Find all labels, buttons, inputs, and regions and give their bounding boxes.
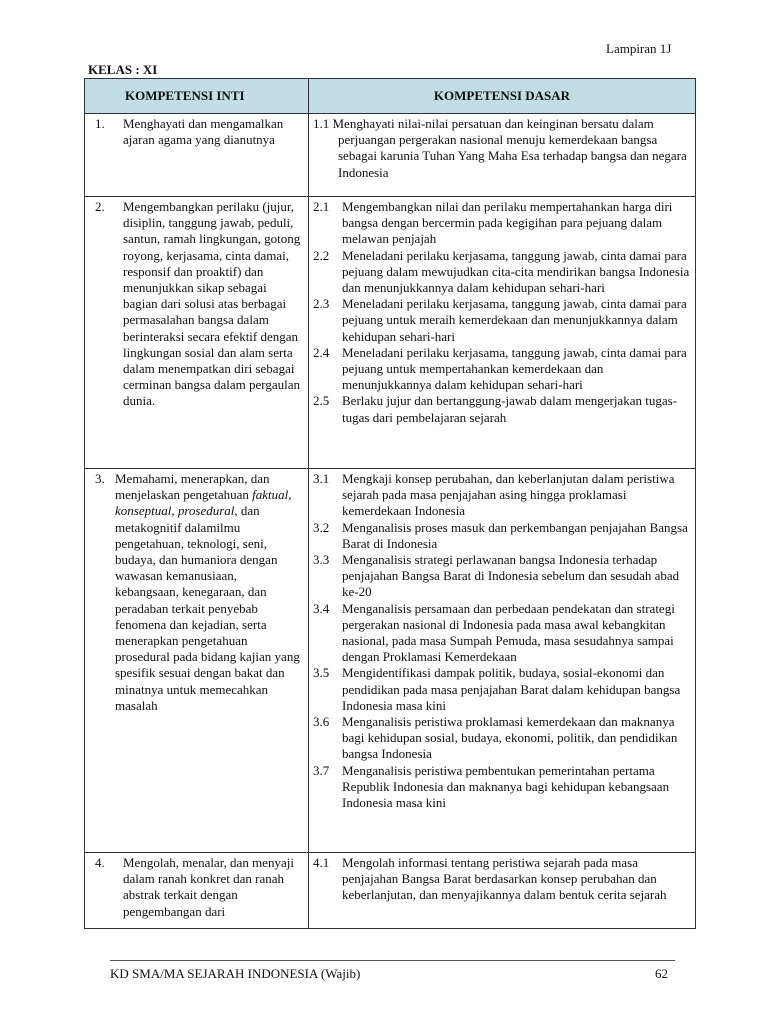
competency-table	[84, 78, 696, 929]
table-row	[85, 853, 696, 929]
kd-number: 3.1	[313, 471, 330, 486]
footer-title: KD SMA/MA SEJARAH INDONESIA (Wajib)	[110, 966, 361, 981]
ki-cell	[85, 197, 309, 469]
ki-text-part: Memahami, menerapkan, dan menjelaskan pengetahuan	[115, 471, 270, 503]
kd-number: 3.6	[313, 714, 330, 730]
kd-number: 3.5	[313, 665, 330, 681]
kd-item	[313, 199, 691, 248]
kd-text: Meneladani perilaku kerjasama, tanggung jawab, cinta damai para pejuang dalam mewujudkan cita-cita mendirikan bangsa Indonesia dan menunjukkannya dalam kehidupan sehari-hari	[342, 247, 690, 296]
ki-text: Mengembangkan perilaku (jujur, disiplin, tanggung jawab, peduli, santun, ramah lingkungan, gotong royong, kerjasama, cinta damai, responsif dan proaktif) dan menunjukkan sikap sebagai bagian dari solusi atas berbagai permasalahan bangsa dalam berinteraksi secara efektif dengan lingkungan sosial dan alam serta dalam menempatkan diri sebagai cerminan bangsa dalam pergaulan dunia.	[123, 199, 301, 409]
table-row	[85, 197, 696, 469]
kd-text: Meneladani perilaku kerjasama, tanggung jawab, cinta damai para pejuang untuk mempertahankan kemerdekaan dan menunjukkannya dalam kehidupan sehari-hari	[342, 344, 687, 393]
kd-number: 3.4	[313, 600, 330, 616]
kd-item	[313, 393, 691, 425]
kd-number: 2.5	[313, 393, 330, 409]
kd-text: Menganalisis persamaan dan perbedaan pendekatan dan strategi pergerakan nasional di Indonesia pada masa awal kebangkitan nasional, pada masa Sumpah Pemuda, masa sesudahnya sampai dengan Proklamasi Kemerdekaan	[342, 600, 675, 665]
table-row	[85, 469, 696, 853]
ki-number: 4.	[95, 855, 105, 870]
kd-item	[313, 601, 691, 666]
kd-text: Meneladani perilaku kerjasama, tanggung jawab, cinta damai para pejuang untuk meraih kemerdekaan dan menunjukkannya dalam kehidupan sehari-hari	[342, 296, 687, 344]
header-kompetensi-inti: KOMPETENSI INTI	[85, 79, 309, 114]
kd-text: Berlaku jujur dan bertanggung-jawab dalam mengerjakan tugas-tugas dari pembelajaran sejarah	[342, 393, 677, 425]
kd-text: Mengembangkan nilai dan perilaku mempertahankan harga diri bangsa dengan bercermin pada kegigihan para pejuang dalam melawan penjajah	[342, 199, 673, 247]
ki-text	[109, 471, 304, 714]
kd-item	[313, 552, 691, 601]
kd-number: 2.2	[313, 247, 330, 263]
appendix-label: Lampiran 1J	[606, 41, 672, 56]
kd-number: 3.3	[313, 552, 330, 568]
kd-number: 3.7	[313, 762, 330, 778]
kd-item	[313, 471, 691, 520]
kd-cell	[309, 853, 696, 929]
kd-number: 2.1	[313, 199, 330, 214]
kd-text: Mengkaji konsep perubahan, dan keberlanjutan dalam peristiwa sejarah pada masa penjajahan asing hingga proklamasi kemerdekaan Indonesia	[342, 471, 675, 519]
kd-number: 4.1	[313, 855, 330, 870]
kd-number: 3.2	[313, 519, 330, 535]
kd-item	[313, 665, 691, 714]
kd-item	[313, 345, 691, 394]
kd-item	[313, 296, 691, 345]
kd-text: Menganalisis peristiwa proklamasi kemerdekaan dan maknanya bagi kehidupan sosial, budaya, ekonomi, politik, dan pendidikan bangsa Indonesia	[342, 714, 678, 762]
ki-number: 1.	[95, 116, 105, 131]
kd-text: Mengolah informasi tentang peristiwa sejarah pada masa penjajahan Bangsa Barat berdasarkan konsep perubahan dan keberlanjutan, dan menyajikannya dalam bentuk cerita sejarah	[342, 855, 667, 903]
kd-text: Mengidentifikasi dampak politik, budaya, sosial-ekonomi dan pendidikan pada masa penjajahan Barat dalam kehidupan bangsa Indonesia masa kini	[342, 665, 681, 713]
kd-text: Menganalisis peristiwa pembentukan pemerintahan pertama Republik Indonesia dan maknanya bagi kehidupan kebangsaan Indonesia masa kini	[342, 762, 670, 811]
table-row	[85, 114, 696, 197]
kd-item	[313, 714, 691, 763]
kd-item	[313, 116, 691, 181]
ki-text: Mengolah, menalar, dan menyaji dalam ranah konkret dan ranah abstrak terkait dengan pengembangan dari	[123, 855, 294, 919]
header-kompetensi-dasar: KOMPETENSI DASAR	[309, 79, 696, 114]
ki-text-part: , dan metakognitif dalamilmu pengetahuan, teknologi, seni, budaya, dan humaniora dengan wawasan kemanusiaan, kebangsaan, kenegaraan, dan peradaban terkait penyebab fenomena dan kejadian, serta menerapkan pengetahuan prosedural pada bidang kajian yang spesifik sesuai dengan bakat dan minatnya untuk memecahkan masalah	[115, 503, 300, 713]
kd-number: 2.3	[313, 296, 330, 312]
table-header-row	[85, 79, 696, 114]
ki-cell	[85, 469, 309, 853]
kd-text: 1.1 Menghayati nilai-nilai persatuan dan keinginan bersatu dalam perjuangan pergerakan nasional menuju kemerdekaan bangsa sebagai karunia Tuhan Yang Maha Esa terhadap bangsa dan negara Indonesia	[313, 116, 687, 180]
ki-cell	[85, 114, 309, 197]
class-label: KELAS : XI	[88, 62, 158, 77]
footer-divider	[110, 960, 675, 961]
ki-number: 2.	[95, 199, 105, 214]
ki-text: Menghayati dan mengamalkan ajaran agama yang dianutnya	[123, 116, 284, 148]
kd-item	[313, 520, 691, 552]
ki-number: 3.	[95, 471, 105, 486]
ki-cell	[85, 853, 309, 929]
page-number: 62	[655, 966, 668, 981]
kd-item	[313, 763, 691, 812]
kd-item	[313, 855, 691, 904]
kd-cell	[309, 114, 696, 197]
kd-number: 2.4	[313, 344, 330, 360]
kd-item	[313, 248, 691, 297]
kd-text: Menganalisis strategi perlawanan bangsa Indonesia terhadap penjajahan Bangsa Barat di Indonesia sebelum dan sesudah abad ke-20	[342, 552, 680, 600]
kd-text: Menganalisis proses masuk dan perkembangan penjajahan Bangsa Barat di Indonesia	[342, 519, 688, 551]
kd-cell	[309, 469, 696, 853]
ki-text-italic: faktual, konseptual, prosedural	[115, 487, 292, 519]
kd-cell	[309, 197, 696, 469]
